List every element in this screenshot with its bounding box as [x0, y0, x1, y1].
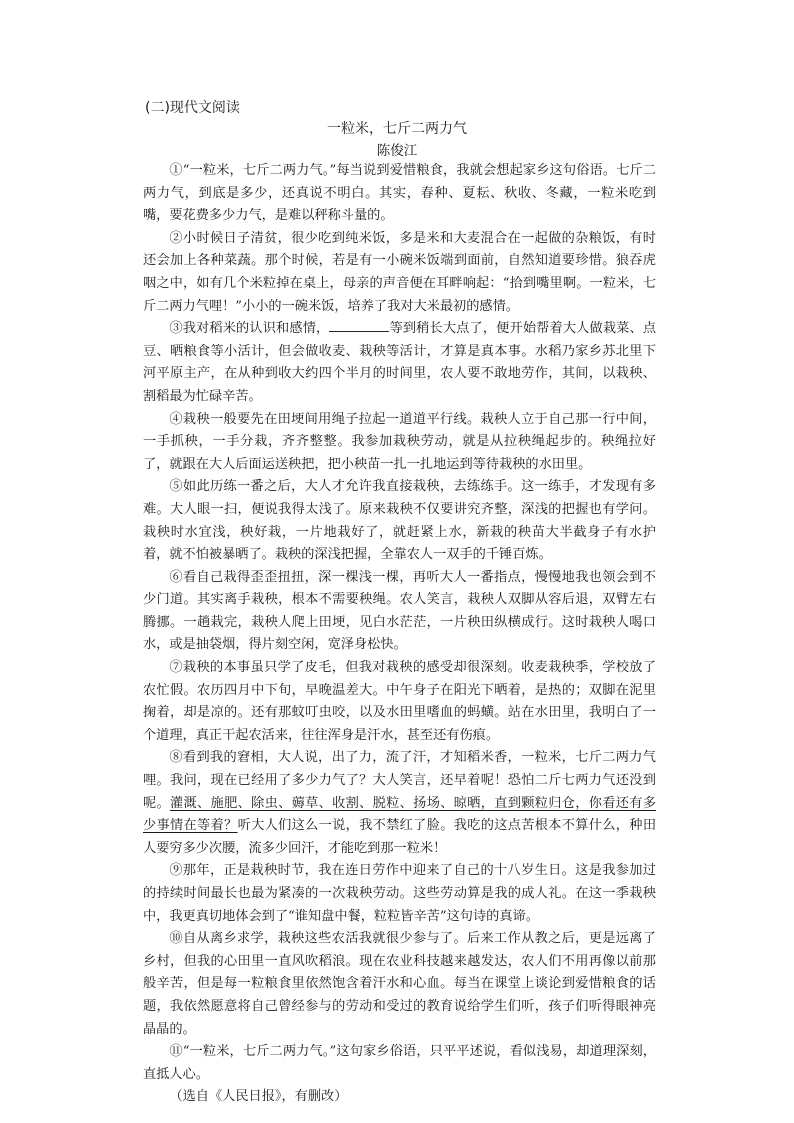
paragraph-4: ④栽秧一般要先在田埂间用绳子拉起一道道平行线。栽秧人立于自己那一行中间，一手抓秧，一手分栽，齐齐整整。我参加栽秧劳动，就是从拉秧绳起步的。秧绳拉好了，就跟在大人后面运送秧把，把小秧苗一扎一扎地运到等待栽秧的水田里。	[143, 411, 656, 472]
article-author: 陈俊江	[376, 143, 418, 159]
underlined-sentence: 灌溉、施肥、除虫、薅草、收割、脱粒、扬场、晾晒，直到颗粒归仓，你看还有多少事情在等着？	[143, 795, 657, 834]
paragraph-7: ⑦栽秧的本事虽只学了皮毛，但我对栽秧的感受却很深刻。收麦栽秧季，学校放了农忙假。农历四月中下旬，早晚温差大。中午身子在阳光下晒着，是热的；双脚在泥里掬着，却是凉的。还有那蚊叮虫咬，以及水田里嗜血的蚂蟥。站在水田里，我明白了一个道理，真正干起农活来，往往浑身是汗水，甚至还有伤痕。	[143, 660, 656, 743]
paragraph-10: ⑩自从离乡求学，栽秧这些农活我就很少参与了。后来工作从教之后，更是远离了乡村，但我的心田里一直风吹稻浪。现在农业科技越来越发达，农人们不用再像以前那般辛苦，但是每一粒粮食里依然饱含着汗水和心血。每当在课堂上谈论到爱惜粮食的话题，我依然愿意将自己曾经参与的劳动和受过的教育说给学生们听，孩子们听得眼神亮晶晶的。	[143, 931, 656, 1037]
paragraph-3-lead: ③我对稻米的认识和感情，	[169, 321, 330, 337]
source-note: （选自《人民日报》，有删改）	[169, 1089, 348, 1105]
paragraph-8-lead: ⑧看到我的窘相，大人说，出了力，流了汗，才知稻米香，一粒米，七斤二两力气哩。我问，现在已经用了多少力气了？大人笑言，还早着呢！恐怕二斤七两力气还没到呢。	[143, 750, 656, 811]
paragraph-5: ⑤如此历练一番之后，大人才允许我直接栽秧，去练练手。这一练手，才发现有多难。大人眼一扫，便说我得太浅了。原来栽秧不仅要讲究齐整，深浅的把握也有学问。栽秧时水宜浅，秧好栽，一片地栽好了，就赶紧上水，新栽的秧苗大半截身子有水护着，就不怕被暴晒了。栽秧的深浅把握，全靠农人一双手的千锤百炼。	[143, 479, 656, 563]
fill-in-blank	[329, 319, 389, 332]
section-heading: (二)现代文阅读	[145, 100, 240, 116]
paragraph-3-rest: 等到稍长大点了，便开始帮着大人做栽菜、点豆、晒粮食等小活计，但会做收麦、栽秧等活计，才算是真本事。水稻乃家乡苏北里下河平原主产，在从种到收大约四个半月的时间里，农人要不敢地劳作，其间，以栽秧、割稻最为忙碌辛苦。	[143, 321, 657, 404]
article-body	[143, 160, 656, 1109]
paragraph-9: ⑨那年，正是栽秧时节，我在连日劳作中迎来了自己的十八岁生日。这是我参加过的持续时间最长也最为紧凑的一次栽秧劳动。这些劳动算是我的成人礼。在这一季栽秧中，我更真切地体会到了“谁知盘中餐，粒粒皆辛苦”这句诗的真谛。	[143, 863, 656, 924]
paragraph-6: ⑥看自己栽得歪歪扭扭，深一棵浅一棵，再听大人一番指点，慢慢地我也领会到不少门道。其实离手栽秧，根本不需要秧绳。农人笑言，栽秧人双脚从容后退，双臂左右腾挪。一趟栽完，栽秧人爬上田埂，见白水茫茫，一片秧田纵横成行。这时栽秧人喝口水，或是抽袋烟，得片刻空闲，宽泽身松快。	[143, 569, 656, 653]
paragraph-2: ②小时候日子清贫，很少吃到纯米饭，多是米和大麦混合在一起做的杂粮饭，有时还会加上各种菜蔬。那个时候，若是有一小碗米饭端到面前，自然知道要珍惜。狼吞虎咽之中，如有几个米粒掉在桌上，母亲的声音便在耳畔响起：“拾到嘴里啊。一粒米，七斤二两力气哩！”小小的一碗米饭，培养了我对大米最初的感情。	[143, 230, 656, 314]
article-title: 一粒米，七斤二两力气	[327, 121, 467, 137]
paragraph-8	[143, 747, 656, 860]
paragraph-1: ①“一粒米，七斤二两力气。”每当说到爱惜粮食，我就会想起家乡这句俗语。七斤二两力气，到底是多少，还真说不明白。其实，春种、夏耘、秋收、冬藏，一粒米吃到嘴，要花费多少力气，是难以秤称斗量的。	[143, 163, 656, 224]
paragraph-3	[143, 318, 656, 408]
paragraph-8-rest: 听大人们这么一说，我不禁红了脸。我吃的这点苦根本不算什么，种田人要穷多少次腰，流多少回汗，才能吃到那一粒米！	[143, 818, 657, 856]
paragraph-11: ⑪“一粒米，七斤二两力气。”这句家乡俗语，只平平述说，看似浅易，却道理深刻，直抵人心。	[143, 1044, 656, 1082]
